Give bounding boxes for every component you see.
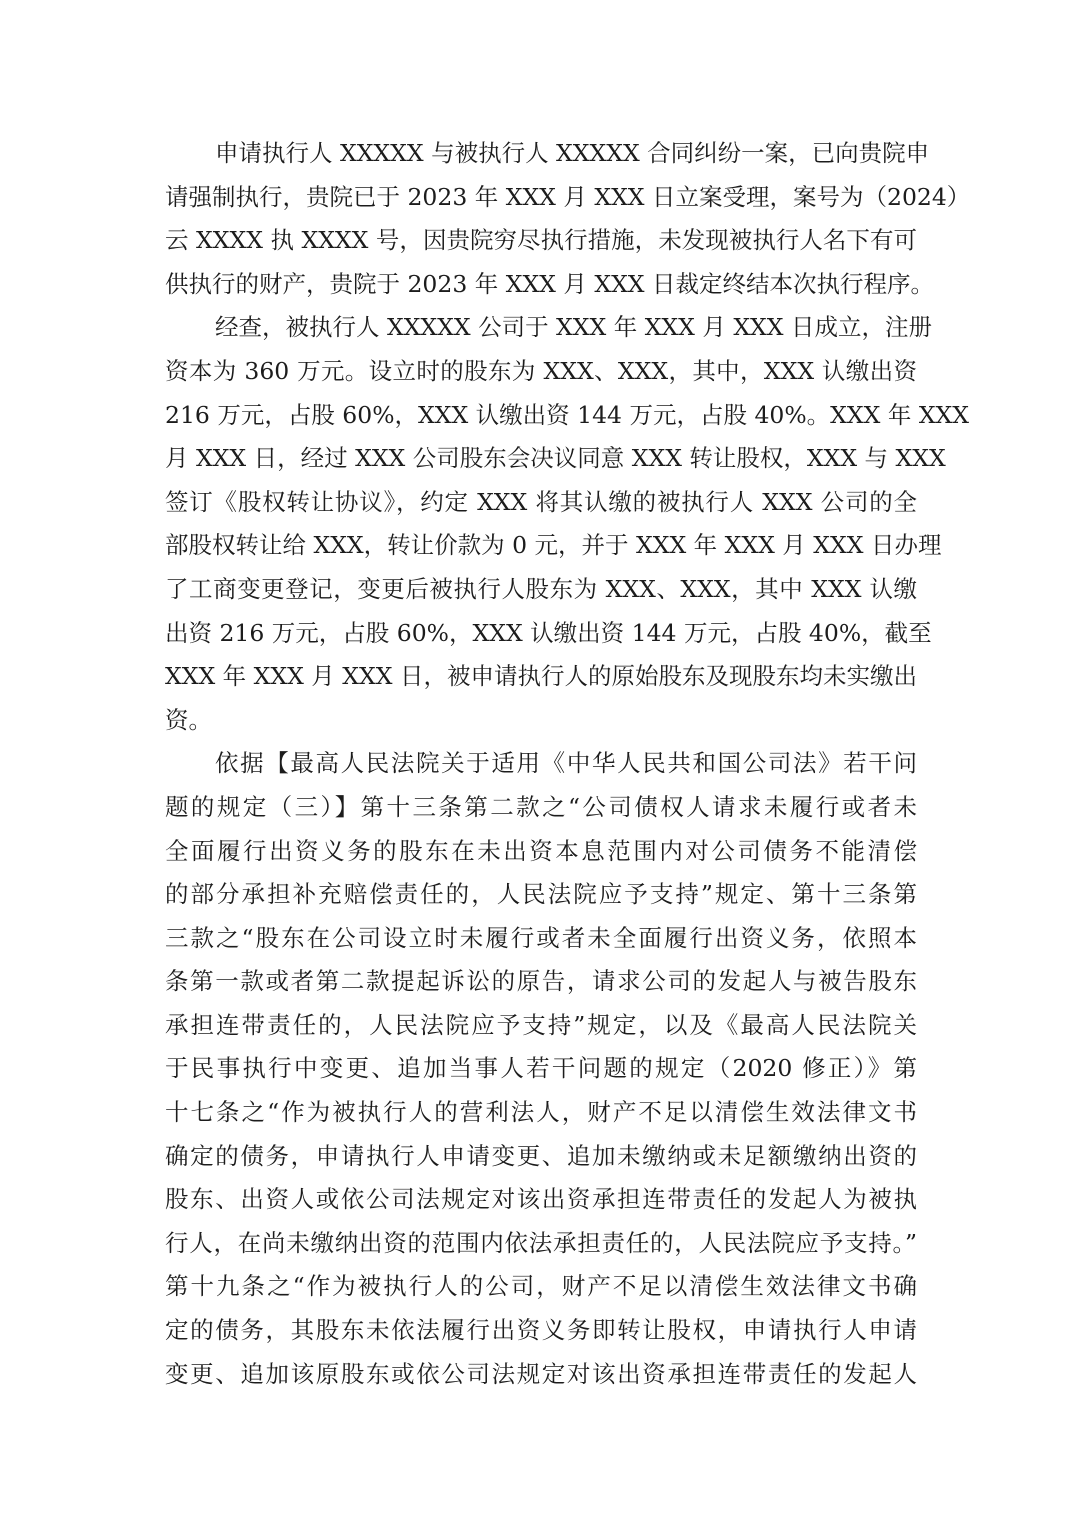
text-line: 承担连带责任的，人民法院应予支持”规定，以及《最高人民法院关 (165, 1010, 917, 1039)
text-line: XXX 年 XXX 月 XXX 日，被申请执行人的原始股东及现股东均未实缴出 (165, 662, 917, 691)
text-line: 资。 (165, 705, 212, 734)
text-line: 三款之“股东在公司设立时未履行或者未全面履行出资义务，依照本 (165, 923, 917, 952)
text-line: 出资 216 万元，占股 60%，XXX 认缴出资 144 万元，占股 40%，截至 (165, 618, 932, 647)
text-line: 月 XXX 日，经过 XXX 公司股东会决议同意 XXX 转让股权，XXX 与 XXX (165, 444, 946, 473)
text-line: 部股权转让给 XXX，转让价款为 0 元，并于 XXX 年 XXX 月 XXX 日办理 (165, 531, 942, 560)
text-line: 请强制执行，贵院已于 2023 年 XXX 月 XXX 日立案受理，案号为（2024） (165, 182, 971, 211)
text-line: 行人，在尚未缴纳出资的范围内依法承担责任的，人民法院应予支持。” (165, 1228, 917, 1257)
text-line: 全面履行出资义务的股东在未出资本息范围内对公司债务不能清偿 (165, 836, 917, 865)
paragraph-3 (165, 742, 917, 1396)
text-line: 十七条之“作为被执行人的营利法人，财产不足以清偿生效法律文书 (165, 1098, 917, 1127)
text-line: 第十九条之“作为被执行人的公司，财产不足以清偿生效法律文书确 (165, 1272, 917, 1301)
text-line: 定的债务，其股东未依法履行出资义务即转让股权，申请执行人申请 (165, 1316, 917, 1345)
text-line: 经查，被执行人 XXXXX 公司于 XXX 年 XXX 月 XXX 日成立，注册 (215, 313, 932, 342)
text-line: 题的规定（三）】第十三条第二款之“公司债权人请求未履行或者未 (165, 792, 917, 821)
text-line: 资本为 360 万元。设立时的股东为 XXX、XXX，其中，XXX 认缴出资 (165, 356, 917, 385)
text-line: 变更、追加该原股东或依公司法规定对该出资承担连带责任的发起人 (165, 1359, 917, 1388)
text-line: 云 XXXX 执 XXXX 号，因贵院穷尽执行措施，未发现被执行人名下有可 (165, 226, 917, 255)
text-line: 股东、出资人或依公司法规定对该出资承担连带责任的发起人为被执 (165, 1185, 917, 1214)
text-line: 条第一款或者第二款提起诉讼的原告，请求公司的发起人与被告股东 (165, 967, 917, 996)
text-line: 了工商变更登记，变更后被执行人股东为 XXX、XXX，其中 XXX 认缴 (165, 574, 917, 603)
text-line: 确定的债务，申请执行人申请变更、追加未缴纳或未足额缴纳出资的 (165, 1141, 917, 1170)
text-line: 供执行的财产，贵院于 2023 年 XXX 月 XXX 日裁定终结本次执行程序。 (165, 269, 935, 298)
text-line: 签订《股权转让协议》，约定 XXX 将其认缴的被执行人 XXX 公司的全 (165, 487, 917, 516)
text-line: 于民事执行中变更、追加当事人若干问题的规定（2020 修正）》第 (165, 1054, 917, 1083)
paragraph-2 (165, 306, 970, 742)
text-line: 申请执行人 XXXXX 与被执行人 XXXXX 合同纠纷一案，已向贵院申 (215, 139, 930, 167)
text-line: 216 万元，占股 60%，XXX 认缴出资 144 万元，占股 40%。XXX 年 XXX (165, 400, 970, 429)
text-line: 的部分承担补充赔偿责任的，人民法院应予支持”规定、第十三条第 (165, 880, 917, 909)
paragraph-1 (165, 132, 971, 306)
text-line: 依据【最高人民法院关于适用《中华人民共和国公司法》若干问 (215, 749, 917, 778)
